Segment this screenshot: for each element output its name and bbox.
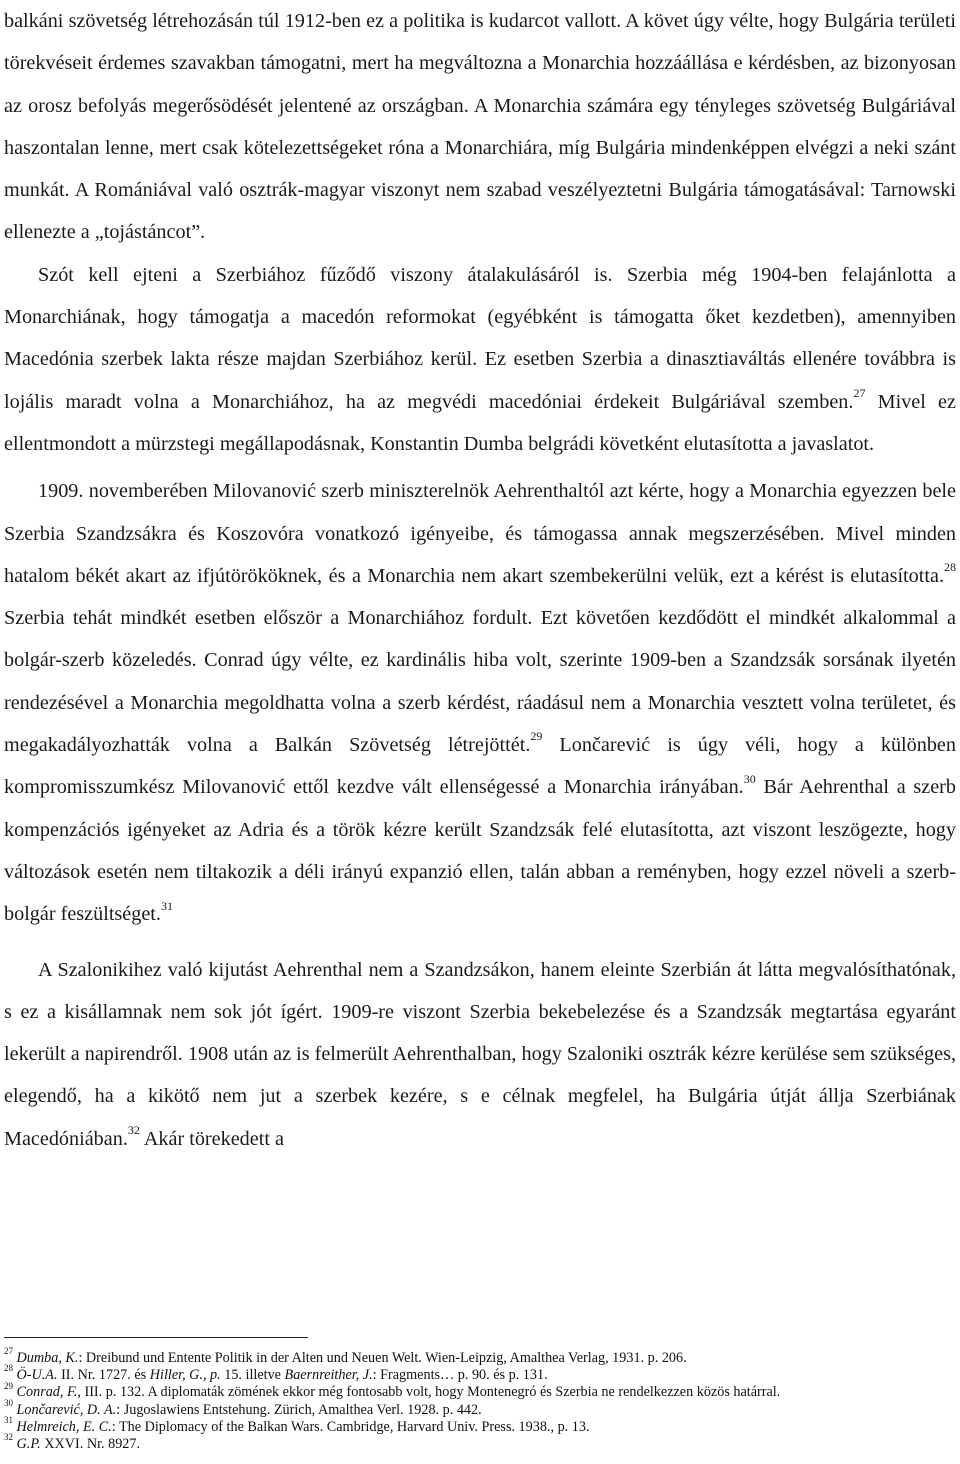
paragraph [4,949,956,1160]
text-run: 1909. novemberében Milovanović szerb miniszterelnök Aehrenthaltól azt kérte, hogy a Monarchia egyezzen bele Szerbia Szandzsákra és Koszovóra vonatkozó igényeibe, és támogassa annak megszerzésében. Mivel minden hatalom békét akart az ifjútörököknek, és a Monarchia nem akart szembekerülni velük, ezt a kérést is elutasította. [4,480,956,587]
citation-author: Conrad, F. [16,1384,78,1401]
text-run: : The Diplomacy of the Balkan Wars. Cambridge, Harvard Univ. Press. 1938., p. 13. [111,1418,590,1435]
footnote-number: 29 [4,1380,13,1391]
text-run: XXVI. Nr. 8927. [40,1436,141,1453]
text-run: : Fragments… p. 90. és p. 131. [372,1367,548,1384]
footnote-32 [4,1432,956,1453]
text-run: : Dreibund und Entente Politik in der Alten und Neuen Welt. Wien-Leipzig, Amalthea Verlag, 1931. p. 206. [78,1350,687,1366]
citation-author: G.P. [16,1436,41,1453]
text-run: Mivel ez ellentmondott a mürzstegi megállapodásnak, Konstantin Dumba belgrádi követként elutasította a javaslatot. [4,390,956,455]
text-run: Bár Aehrenthal a szerb kompenzációs igényeket az Adria és a török kézre került Szandzsák felé elutasította, azt viszont leszögezte, hogy változások esetén nem tiltakozik a déli irányú expanzió ellen, talán abban a reményben, hogy ezzel növeli a szerb-bolgár feszültséget. [4,776,956,926]
text-run: Akár törekedett a [139,1127,284,1150]
body-text [4,0,956,1160]
citation-author: Helmreich, E. C. [16,1418,112,1435]
footnote-number: 32 [4,1432,13,1443]
text-run: 15. illetve [220,1367,285,1384]
footnote-29 [4,1380,956,1401]
footnote-number: 31 [4,1415,13,1426]
paragraph [4,254,956,465]
footnote-number: 30 [4,1397,13,1408]
footnote-ref: 29 [530,729,543,744]
paragraph [4,470,956,935]
text-run: balkáni szövetség létrehozásán túl 1912-ben ez a politika is kudarcot vallott. A követ úgy vélte, hogy Bulgária területi törekvéseit érdemes szavakban támogatni, mert ha megváltozna a Monarchia hozzáállása e kérdésben, az bizonyosan az orosz befolyás megerősödését jelentené az országban. A Monarchia számára egy tényleges szövetség Bulgáriával haszontalan lenne, mert csak kötelezettségeket róna a Monarchiára, míg Bulgária mindenképpen elvégzi a neki szánt munkát. A Romániával való osztrák-magyar viszonyt nem szabad veszélyeztetni Bulgária támogatásával: Tarnowski ellenezte a „tojástáncot”. [4,10,956,244]
paragraph [4,0,956,254]
text-run: : Jugoslawiens Entstehung. Zürich, Amalthea Verl. 1928. p. 442. [116,1401,482,1418]
citation-author: Baernreither, J. [284,1367,373,1384]
citation-author: Lončarević, D. A. [16,1401,117,1418]
citation-author: Hiller, G., p. [149,1367,221,1384]
footnote-30 [4,1397,956,1419]
text-run: Szerbia tehát mindkét esetben először a Monarchiához fordult. Ezt követően kezdődött el mindkét alkalommal a bolgár-szerb közeledés. Conrad úgy vélte, ez kardinális hiba volt, szerinte 1909-ben a Szandzsák sorsának ilyetén rendezésével a Monarchia megoldhatta volna a szerb kérdést, ráadásul nem a Monarchia vesztett volna területet, és megakadályozhatták volna a Balkán Szövetség létrejöttét. [4,607,956,757]
footnote-separator [4,1337,308,1338]
document-page [4,0,956,1464]
text-run: A Szalonikihez való kijutást Aehrenthal nem a Szandzsákon, hanem eleinte Szerbián át látta megvalósíthatónak, s ez a kisállamnak nem sok jót ígért. 1909-re viszont Szerbia bekebelezése és a Szandzsák megtartása egyaránt lekerült a napirendről. 1908 után az is felmerült Aehrenthalban, hogy Szaloniki osztrák kézre kerülése sem szükséges, elegendő, ha a kikötő nem jut a szerbek kezére, s e célnak megfelel, ha Bulgária útját állja Szerbiának Macedóniában. [4,958,956,1150]
citation-author: Ö-U.A. [16,1367,58,1384]
footnote-ref: 30 [743,771,756,786]
footnote-ref: 32 [127,1122,140,1137]
footnote-31 [4,1415,956,1436]
footnote-28 [4,1363,956,1384]
text-run: II. Nr. 1727. és [57,1367,150,1384]
footnote-number: 28 [4,1363,13,1374]
footnotes [4,1346,956,1453]
footnote-27 [4,1346,956,1367]
text-run: Szót kell ejteni a Szerbiához fűződő viszony átalakulásáról is. Szerbia még 1904-ben felajánlotta a Monarchiának, hogy támogatja a macedón reformokat (egyébként is támogatta őket kezdetben), amennyiben Macedónia szerbek lakta része majdan Szerbiához kerül. Ez esetben Szerbia a dinasztiaváltás ellenére továbbra is lojális maradt volna a Monarchiához, ha az megvédi macedóniai érdekeit Bulgáriával szemben. [4,263,956,413]
text-run: , III. p. 132. A diplomaták zömének ekkor még fontosabb volt, hogy Montenegró és Szerbia ne rendelkezzen közös határral. [77,1384,781,1401]
footnote-ref: 31 [160,898,173,913]
text-run: Lončarević is úgy véli, hogy a különben kompromisszumkész Milovanović ettől kezdve vált ellenségessé a Monarchia irányában. [4,734,956,799]
footnote-ref: 27 [853,385,866,400]
citation-author: Dumba, K. [16,1350,79,1366]
footnote-number: 27 [4,1346,13,1357]
footnote-ref: 28 [944,560,956,575]
